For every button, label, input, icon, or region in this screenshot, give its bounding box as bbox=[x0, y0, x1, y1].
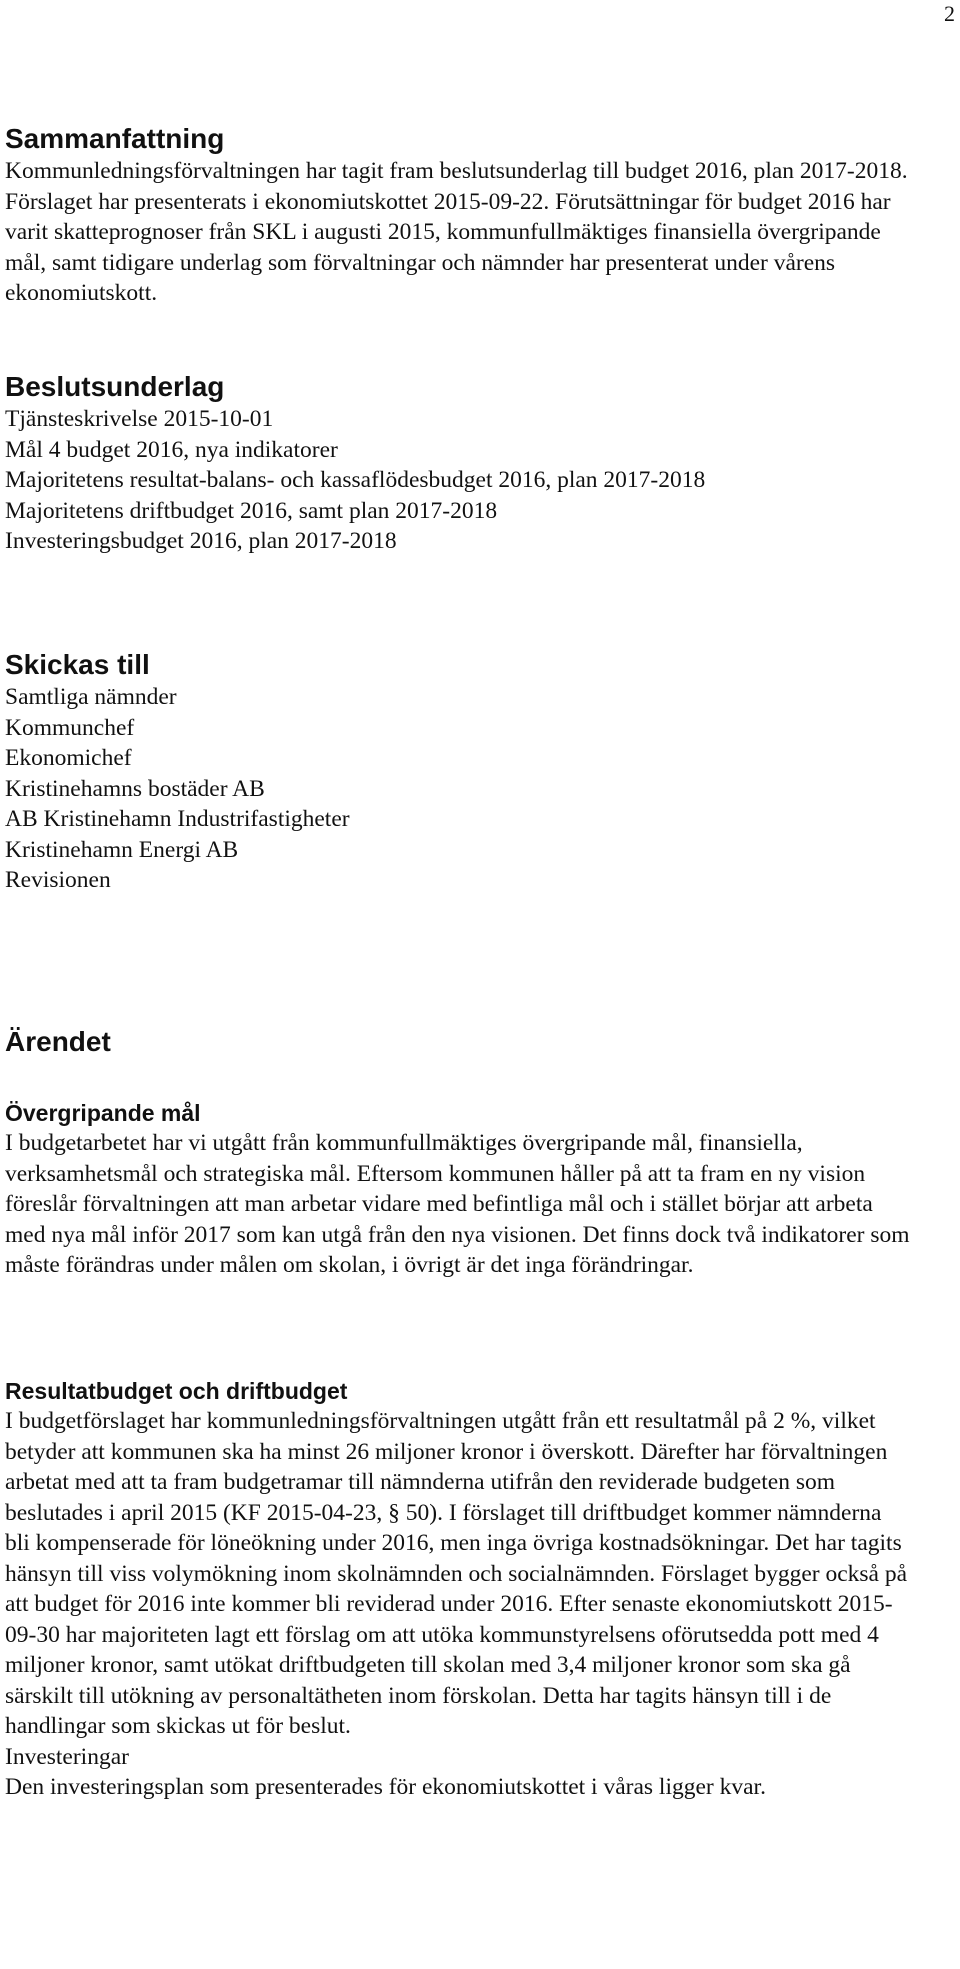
list-item: Mål 4 budget 2016, nya indikatorer bbox=[5, 436, 338, 463]
page-number: 2 bbox=[944, 1, 955, 26]
skickas-till-list bbox=[5, 682, 912, 896]
overgripande-mal-text: I budgetarbetet har vi utgått från kommunfullmäktiges övergripande mål, finansiella, verksamhetsmål och strategiska mål. Eftersom kommunen håller på att ta fram en ny vision föreslår förvaltningen att man arbetar vidare med befintliga mål och i stället börjar att arbeta med nya mål inför 2017 som kan utgå från den nya visionen. Det finns dock två indikatorer som måste förändras under målen om skolan, i övrigt är det inga förändringar. bbox=[5, 1130, 910, 1278]
list-item: Kristinehamn Energi AB bbox=[5, 836, 239, 863]
list-item: Majoritetens resultat-balans- och kassaflödesbudget 2016, plan 2017-2018 bbox=[5, 467, 706, 493]
list-item: AB Kristinehamn Industrifastigheter bbox=[5, 806, 350, 832]
list-item: Ekonomichef bbox=[5, 745, 132, 771]
list-item: Samtliga nämnder bbox=[5, 684, 177, 710]
heading-resultatbudget: Resultatbudget och driftbudget bbox=[5, 1378, 348, 1404]
list-item: Kristinehamns bostäder AB bbox=[5, 775, 265, 802]
section-beslutsunderlag bbox=[5, 370, 912, 557]
list-item: Investeringsbudget 2016, plan 2017-2018 bbox=[5, 528, 397, 554]
heading-arendet: Ärendet bbox=[5, 1026, 111, 1057]
resultatbudget-text: I budgetförslaget har kommunledningsförvaltningen utgått från ett resultatmål på 2 %, vilket betyder att kommunen ska ha minst 26 miljoner kronor i överskott. Därefter har förvaltningen arbetat med att ta fram budgetramar till nämnderna utifrån den reviderade budgeten som beslutades i april 2015 (KF 2015-04-23, § 50). I förslaget till driftbudget kommer nämnderna bli kompenserade för löneökning under 2016, men inga övriga kostnadsökningar. Det har tagits hänsyn till viss volymökning inom skolnämnden och socialnämnden. Förslaget bygger också på att budget för 2016 inte kommer bli reviderad under 2016. Efter senaste ekonomiutskott 2015-09-30 har majoriteten lagt ett förslag om att utöka kommunstyrelsens oförutsedda pott med 4 miljoner kronor, samt utökat driftbudgeten till skolan med 3,4 miljoner kronor som ska gå särskilt till utökning av personaltätheten inom förskolan. Detta har tagits hänsyn till i de handlingar som skickas ut för beslut. bbox=[5, 1408, 908, 1739]
section-resultatbudget bbox=[5, 1376, 912, 1803]
section-arendet bbox=[5, 1025, 912, 1059]
beslutsunderlag-list bbox=[5, 404, 912, 557]
investeringar-label: Investeringar bbox=[5, 1743, 129, 1770]
list-item: Majoritetens driftbudget 2016, samt plan 2017-2018 bbox=[5, 497, 498, 524]
list-item: Revisionen bbox=[5, 867, 111, 893]
heading-overgripande-mal: Övergripande mål bbox=[5, 1100, 201, 1126]
section-overgripande-mal bbox=[5, 1098, 912, 1281]
heading-skickas-till: Skickas till bbox=[5, 649, 150, 680]
sammanfattning-text: Kommunledningsförvaltningen har tagit fram beslutsunderlag till budget 2016, plan 2017-2018. Förslaget har presenterats i ekonomiutskottet 2015-09-22. Förutsättningar för budget 2016 har varit skatteprognoser från SKL i augusti 2015, kommunfullmäktiges finansiella övergripande mål, samt tidigare underlag som förvaltningar och nämnder har presenterat under vårens ekonomiutskott. bbox=[5, 158, 908, 306]
section-sammanfattning bbox=[5, 122, 912, 309]
heading-beslutsunderlag: Beslutsunderlag bbox=[5, 371, 225, 402]
list-item: Tjänsteskrivelse 2015-10-01 bbox=[5, 406, 274, 432]
list-item: Kommunchef bbox=[5, 714, 135, 741]
section-skickas-till bbox=[5, 648, 912, 896]
investeringar-text: Den investeringsplan som presenterades för ekonomiutskottet i våras ligger kvar. bbox=[5, 1774, 766, 1800]
heading-sammanfattning: Sammanfattning bbox=[5, 123, 225, 154]
